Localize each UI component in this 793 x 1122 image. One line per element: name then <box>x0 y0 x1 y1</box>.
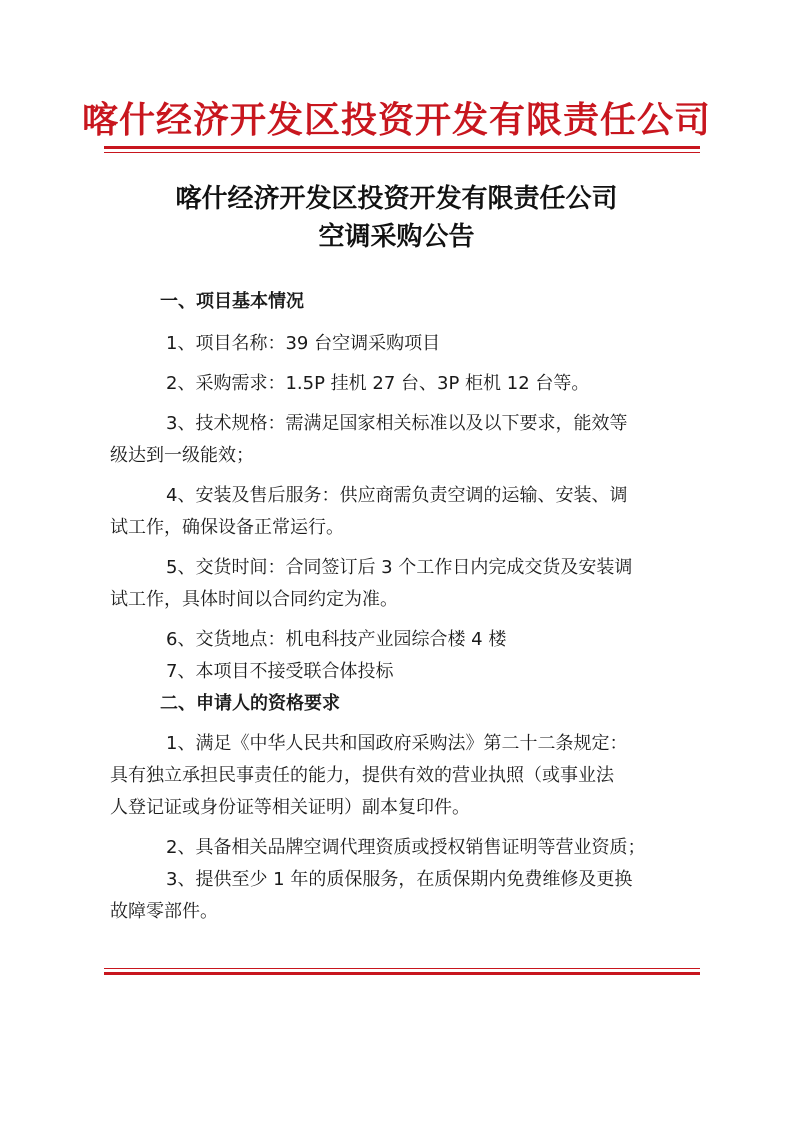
item-purchase-demand: 2、采购需求：1.5P 挂机 27 台、3P 柜机 12 台等。 <box>166 373 590 394</box>
qualification-1: 1、满足《中华人民共和国政府采购法》第二十二条规定： <box>166 733 628 754</box>
letterhead-rule-thin <box>104 152 700 153</box>
qualification-2: 2、具备相关品牌空调代理资质或授权销售证明等营业资质； <box>166 837 646 858</box>
item-delivery-location: 6、交货地点：机电科技产业园综合楼 4 楼 <box>166 629 507 650</box>
item-project-name: 1、项目名称：39 台空调采购项目 <box>166 333 441 354</box>
qualification-3: 3、提供至少 1 年的质保服务，在质保期内免费维修及更换 <box>166 869 633 890</box>
document-title-line-2: 空调采购公告 <box>318 222 475 252</box>
footer-rule-thin <box>104 968 700 969</box>
item-delivery-time: 5、交货时间：合同签订后 3 个工作日内完成交货及安装调 <box>166 557 633 578</box>
qualification-1-cont-a: 具有独立承担民事责任的能力，提供有效的营业执照（或事业法 <box>110 765 614 786</box>
item-installation-service-cont: 试工作，确保设备正常运行。 <box>110 517 344 538</box>
qualification-3-cont: 故障零部件。 <box>110 901 218 922</box>
footer-rule-thick <box>104 972 700 975</box>
item-tech-spec: 3、技术规格：需满足国家相关标准以及以下要求，能效等 <box>166 413 628 434</box>
item-delivery-time-cont: 试工作，具体时间以合同约定为准。 <box>110 589 398 610</box>
section-heading-project-info: 一、项目基本情况 <box>160 291 304 312</box>
letterhead-company-name: 喀什经济开发区投资开发有限责任公司 <box>81 99 711 141</box>
document-title-line-1: 喀什经济开发区投资开发有限责任公司 <box>175 184 618 214</box>
letterhead-rule-thick <box>104 146 700 149</box>
section-heading-qualifications: 二、申请人的资格要求 <box>160 693 340 714</box>
qualification-1-cont-b: 人登记证或身份证等相关证明）副本复印件。 <box>110 797 470 818</box>
item-installation-service: 4、安装及售后服务：供应商需负责空调的运输、安装、调 <box>166 485 628 506</box>
item-tech-spec-cont: 级达到一级能效； <box>110 445 254 466</box>
item-no-consortium: 7、本项目不接受联合体投标 <box>166 661 394 682</box>
